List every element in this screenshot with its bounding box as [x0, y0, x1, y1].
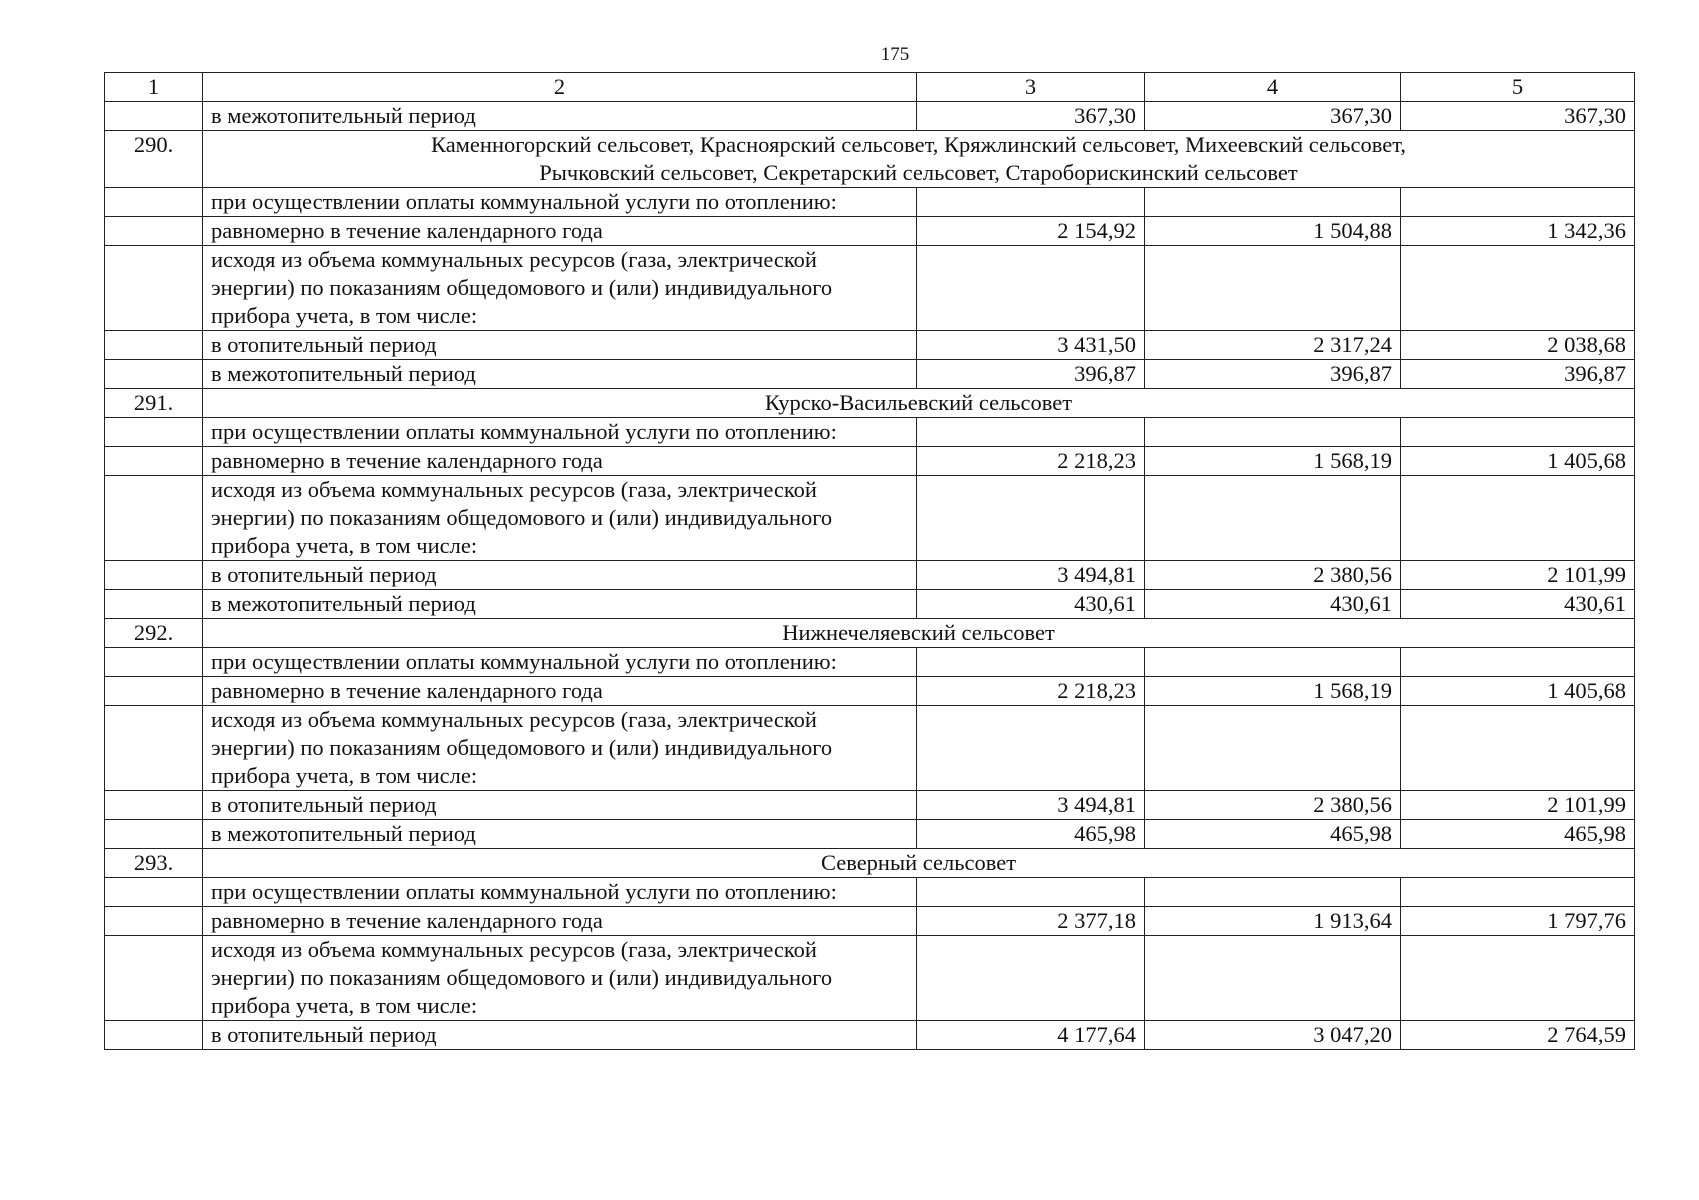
value-cell: [1401, 418, 1635, 447]
value-cell: 1 405,68: [1401, 447, 1635, 476]
row-index: [105, 936, 203, 1021]
value-cell: [917, 188, 1145, 217]
row-index: [105, 590, 203, 619]
value-cell: 1 342,36: [1401, 217, 1635, 246]
row-index: 293.: [105, 849, 203, 878]
row-index: [105, 1021, 203, 1050]
group-name: Каменногорский сельсовет, Красноярский сельсовет, Кряжлинский сельсовет, Михеевский сельсовет, Рычковский сельсовет, Секретарский сельсовет, Староборискинский сельсовет: [203, 131, 1635, 188]
table-row: [105, 102, 1635, 131]
row-index: 291.: [105, 389, 203, 418]
value-cell: 430,61: [917, 590, 1145, 619]
row-index: [105, 791, 203, 820]
value-cell: 2 038,68: [1401, 331, 1635, 360]
row-label: в межотопительный период: [203, 820, 917, 849]
value-cell: 367,30: [1401, 102, 1635, 131]
value-cell: 396,87: [1145, 360, 1401, 389]
row-label: равномерно в течение календарного года: [203, 677, 917, 706]
row-label: при осуществлении оплаты коммунальной услуги по отоплению:: [203, 188, 917, 217]
group-name: Северный сельсовет: [203, 849, 1635, 878]
value-cell: [1401, 648, 1635, 677]
group-row: [105, 849, 1635, 878]
group-name: Нижнечеляевский сельсовет: [203, 619, 1635, 648]
value-cell: 367,30: [1145, 102, 1401, 131]
row-label: в отопительный период: [203, 1021, 917, 1050]
value-cell: [1401, 936, 1635, 1021]
table-row: [105, 1021, 1635, 1050]
value-cell: 3 047,20: [1145, 1021, 1401, 1050]
row-index: [105, 188, 203, 217]
table-row: [105, 217, 1635, 246]
row-index: [105, 217, 203, 246]
value-cell: 1 568,19: [1145, 677, 1401, 706]
value-cell: 3 494,81: [917, 561, 1145, 590]
value-cell: [1145, 936, 1401, 1021]
table-row: [105, 706, 1635, 791]
row-index: 292.: [105, 619, 203, 648]
value-cell: [917, 418, 1145, 447]
table-row: [105, 418, 1635, 447]
row-index: [105, 447, 203, 476]
table-row: [105, 590, 1635, 619]
row-label: равномерно в течение календарного года: [203, 447, 917, 476]
value-cell: [1145, 878, 1401, 907]
value-cell: 367,30: [917, 102, 1145, 131]
row-index: [105, 820, 203, 849]
row-index: [105, 331, 203, 360]
row-index: [105, 360, 203, 389]
row-index: 290.: [105, 131, 203, 188]
header-cell: 3: [917, 73, 1145, 102]
row-index: [105, 648, 203, 677]
table-row: [105, 677, 1635, 706]
row-index: [105, 476, 203, 561]
value-cell: [1401, 476, 1635, 561]
group-row: [105, 131, 1635, 188]
header-cell: 4: [1145, 73, 1401, 102]
value-cell: 2 218,23: [917, 677, 1145, 706]
value-cell: [1145, 246, 1401, 331]
row-label: в отопительный период: [203, 561, 917, 590]
table-row: [105, 648, 1635, 677]
value-cell: 1 913,64: [1145, 907, 1401, 936]
row-label: равномерно в течение календарного года: [203, 217, 917, 246]
value-cell: 1 504,88: [1145, 217, 1401, 246]
value-cell: 2 380,56: [1145, 791, 1401, 820]
header-row: [105, 73, 1635, 102]
value-cell: [1145, 706, 1401, 791]
table-row: [105, 476, 1635, 561]
table-row: [105, 791, 1635, 820]
row-index: [105, 246, 203, 331]
table-row: [105, 820, 1635, 849]
value-cell: [1145, 476, 1401, 561]
row-index: [105, 418, 203, 447]
value-cell: 2 380,56: [1145, 561, 1401, 590]
value-cell: 2 764,59: [1401, 1021, 1635, 1050]
group-row: [105, 389, 1635, 418]
value-cell: 2 101,99: [1401, 791, 1635, 820]
value-cell: [1145, 418, 1401, 447]
value-cell: 2 101,99: [1401, 561, 1635, 590]
table-row: [105, 360, 1635, 389]
value-cell: 2 218,23: [917, 447, 1145, 476]
header-cell: 5: [1401, 73, 1635, 102]
row-label: в межотопительный период: [203, 360, 917, 389]
value-cell: 4 177,64: [917, 1021, 1145, 1050]
tariff-table: [104, 72, 1635, 1050]
row-label: при осуществлении оплаты коммунальной услуги по отоплению:: [203, 648, 917, 677]
value-cell: [1401, 246, 1635, 331]
row-label: исходя из объема коммунальных ресурсов (газа, электрической энергии) по показаниям общедомового и (или) индивидуального прибора учета, в том числе:: [203, 706, 917, 791]
value-cell: [917, 936, 1145, 1021]
value-cell: 430,61: [1401, 590, 1635, 619]
table-row: [105, 878, 1635, 907]
value-cell: [917, 878, 1145, 907]
row-label: равномерно в течение календарного года: [203, 907, 917, 936]
table-row: [105, 907, 1635, 936]
value-cell: [1145, 188, 1401, 217]
value-cell: [1401, 878, 1635, 907]
table-row: [105, 447, 1635, 476]
row-label: в межотопительный период: [203, 102, 917, 131]
header-cell: 2: [203, 73, 917, 102]
value-cell: 430,61: [1145, 590, 1401, 619]
table-row: [105, 561, 1635, 590]
row-label: в отопительный период: [203, 331, 917, 360]
row-label: в отопительный период: [203, 791, 917, 820]
row-label: исходя из объема коммунальных ресурсов (газа, электрической энергии) по показаниям общедомового и (или) индивидуального прибора учета, в том числе:: [203, 476, 917, 561]
row-label: при осуществлении оплаты коммунальной услуги по отоплению:: [203, 878, 917, 907]
value-cell: 465,98: [1401, 820, 1635, 849]
value-cell: 465,98: [917, 820, 1145, 849]
value-cell: 396,87: [1401, 360, 1635, 389]
value-cell: [917, 648, 1145, 677]
value-cell: 1 405,68: [1401, 677, 1635, 706]
table-body: [105, 73, 1635, 1050]
value-cell: [917, 246, 1145, 331]
value-cell: [1401, 188, 1635, 217]
value-cell: [917, 706, 1145, 791]
value-cell: 2 154,92: [917, 217, 1145, 246]
table-row: [105, 188, 1635, 217]
row-label: исходя из объема коммунальных ресурсов (газа, электрической энергии) по показаниям общедомового и (или) индивидуального прибора учета, в том числе:: [203, 246, 917, 331]
table-row: [105, 331, 1635, 360]
value-cell: 2 317,24: [1145, 331, 1401, 360]
value-cell: 2 377,18: [917, 907, 1145, 936]
row-index: [105, 561, 203, 590]
row-index: [105, 878, 203, 907]
value-cell: [1401, 706, 1635, 791]
value-cell: 3 494,81: [917, 791, 1145, 820]
group-name: Курско-Васильевский сельсовет: [203, 389, 1635, 418]
value-cell: 1 568,19: [1145, 447, 1401, 476]
row-index: [105, 102, 203, 131]
page-number: 175: [880, 44, 910, 65]
value-cell: 396,87: [917, 360, 1145, 389]
group-row: [105, 619, 1635, 648]
header-cell: 1: [105, 73, 203, 102]
value-cell: 465,98: [1145, 820, 1401, 849]
row-label: при осуществлении оплаты коммунальной услуги по отоплению:: [203, 418, 917, 447]
row-index: [105, 706, 203, 791]
value-cell: [917, 476, 1145, 561]
row-label: в межотопительный период: [203, 590, 917, 619]
row-label: исходя из объема коммунальных ресурсов (газа, электрической энергии) по показаниям общедомового и (или) индивидуального прибора учета, в том числе:: [203, 936, 917, 1021]
table-row: [105, 936, 1635, 1021]
value-cell: [1145, 648, 1401, 677]
value-cell: 1 797,76: [1401, 907, 1635, 936]
row-index: [105, 907, 203, 936]
value-cell: 3 431,50: [917, 331, 1145, 360]
row-index: [105, 677, 203, 706]
table-row: [105, 246, 1635, 331]
